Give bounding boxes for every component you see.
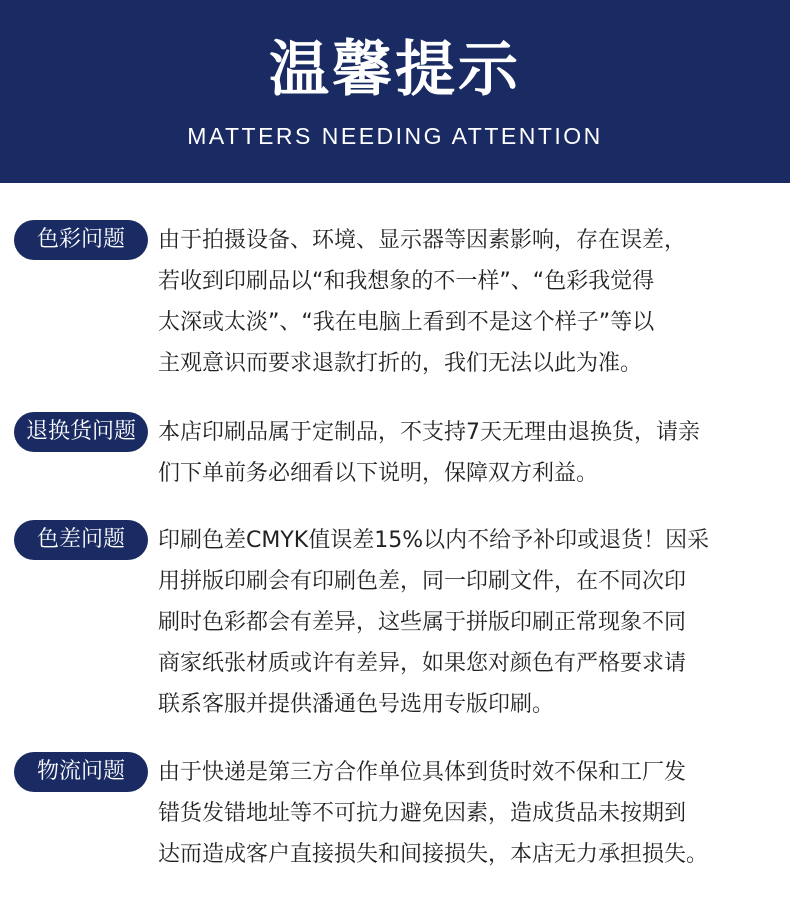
section-text-line: 达而造成客户直接损失和间接损失，本店无力承担损失。 [158, 842, 709, 867]
section-text-line: 用拼版印刷会有印刷色差，同一印刷文件，在不同次印 [158, 569, 687, 594]
section-label-badge: 色彩问题 [14, 220, 148, 260]
section-text-line: 由于快递是第三方合作单位具体到货时效不保和工厂发 [158, 760, 687, 785]
section-body [158, 220, 776, 384]
section-text-line: 们下单前务必细看以下说明，保障双方利益。 [158, 461, 599, 486]
section-text-line: 本店印刷品属于定制品，不支持7天无理由退换货，请亲 [158, 420, 700, 445]
section-logistics-issue [0, 752, 790, 882]
page-title: 温馨提示 [269, 35, 521, 105]
section-text-line: 由于拍摄设备、环境、显示器等因素影响，存在误差， [158, 228, 687, 253]
section-body [158, 520, 776, 725]
section-color-issue [0, 220, 790, 390]
section-text-line: 刷时色彩都会有差异，这些属于拼版印刷正常现象不同 [158, 610, 687, 635]
section-text-line: 商家纸张材质或许有差异，如果您对颜色有严格要求请 [158, 651, 687, 676]
section-text-line: 错货发错地址等不可抗力避免因素，造成货品未按期到 [158, 801, 687, 826]
section-text-line: 若收到印刷品以“和我想象的不一样”、“色彩我觉得 [158, 269, 655, 294]
section-body [158, 752, 776, 875]
section-label-badge: 色差问题 [14, 520, 148, 560]
section-label-badge: 退换货问题 [14, 412, 148, 452]
header-banner [0, 0, 790, 183]
section-text-line: 联系客服并提供潘通色号选用专版印刷。 [158, 692, 555, 717]
section-return-issue [0, 412, 790, 502]
section-text-line: 主观意识而要求退款打折的，我们无法以此为准。 [158, 351, 643, 376]
page-subtitle: MATTERS NEEDING ATTENTION [187, 123, 603, 149]
section-chromatic-issue [0, 520, 790, 730]
section-label-badge: 物流问题 [14, 752, 148, 792]
section-text-line: 印刷色差CMYK值误差15%以内不给予补印或退货！因采 [158, 528, 710, 553]
section-text-line: 太深或太淡”、“我在电脑上看到不是这个样子”等以 [158, 310, 655, 335]
section-body [158, 412, 776, 494]
